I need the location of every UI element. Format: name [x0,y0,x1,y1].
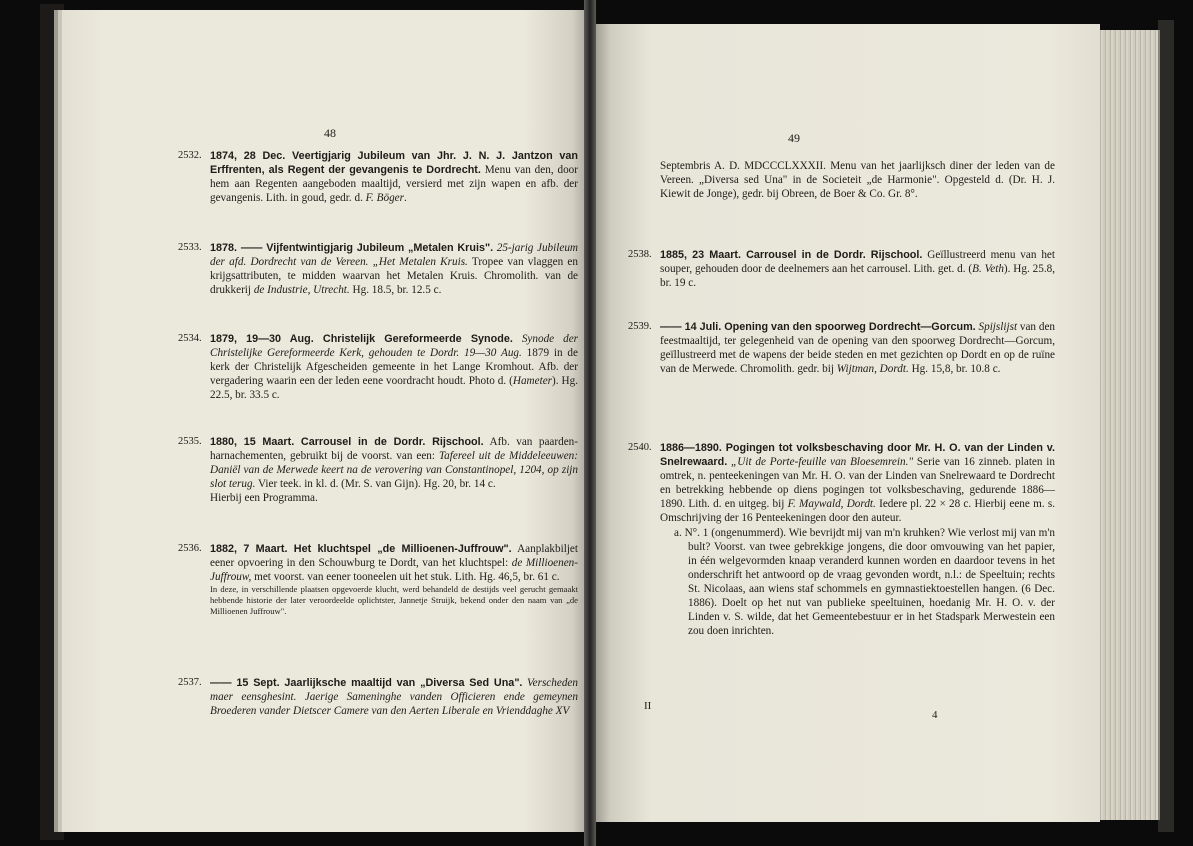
entry-body: Serie van 16 zinneb. platen in omtrek, n. penteekeningen van Mr. H. O. van der Linden van Snelrewaard te Dordrecht en betrekking hebbende op diens pogingen tot volksbeschaving, gedurende 1886—1890. Lith. d. en uitgeg. bij [660,456,1056,511]
book-cover-right [1158,20,1174,832]
entry-body-end: Vier teek. in kl. d. (Mr. S. van Gijn). Hg. 20, br. 14 c. [255,478,496,491]
page-edges [1098,30,1160,820]
entry-body-end: ). Hg. 22.5, br. 33.5 c. [210,375,578,402]
entry-body-end: met voorst. van eener tooneelen uit het stuk. Lith. Hg. 46,5, br. 61 c. [251,571,560,584]
entry-number: 2532. [178,150,202,161]
entry-body-italic-2: de Industrie, Utrecht. [253,284,350,297]
entry-heading: 1879, 19—30 Aug. Christelijk Gereformeerde Synode. [210,333,513,345]
entry-body-italic: Spijslijst [978,321,1018,333]
entry-2535 [178,435,578,505]
entry-body-end: Iedere pl. 22 × 28 c. Hierbij eene m. s. Omschrijving der 16 Penteekeningen door den auteur. [660,498,1056,525]
entry-heading: —— 15 Sept. Jaarlijksche maaltijd van „Diversa Sed Una". [210,677,523,689]
entry-2533 [178,241,578,297]
book-cover-left [40,4,64,840]
entry-body-italic-2: Wijtman, Dordt. [836,363,909,376]
entry-body: Tropee van vlaggen en krijgsattributen, te midden waarvan het Metalen Kruis. Chromolith. van de drukkerij [210,256,578,297]
entry-body-end: Hg. 18.5, br. 12.5 c. [349,284,442,297]
page-number-right: 49 [788,131,800,145]
entry-2536 [178,542,579,617]
entry-heading: 1878. —— Vijfentwintigjarig Jubileum „Metalen Kruis". [210,242,494,254]
entry-body-italic-2: F. Maywald, Dordt. [787,498,876,511]
entry-number: 2534. [178,333,202,344]
entry-number: 2536. [178,543,202,554]
entry-body: Geïllustreerd menu van het souper, gehouden door de deelnemers aan het carrousel. Lith. get. d. ( [660,249,1056,276]
entry-body-italic-2: Hameter [512,375,553,388]
entry-body: Menu van den, door hem aan Regenten aangeboden maaltijd, versierd met zijn wapen en afb. der gevangenis. Lith. in goud, gedr. d. [210,164,578,205]
entry-number: 2540. [628,442,652,453]
right-page [590,24,1100,822]
entry-heading: 1880, 15 Maart. Carrousel in de Dordr. Rijschool. [210,436,484,448]
entry-body-end: ). Hg. 25.8, br. 19 c. [660,263,1056,290]
signature-mark-right: 4 [932,709,938,721]
book-gutter [584,0,596,846]
entry-extra: Hierbij een Programma. [210,492,318,505]
entry-2539 [628,320,1055,376]
entry-heading: 1874, 28 Dec. Veertigjarig Jubileum van Jhr. J. N. J. Jantzon van Erffrenten, als Regent der gevangenis te Dordrecht. [210,150,578,177]
entry-2537-continuation: Septembris A. D. MDCCCLXXXII. Menu van het jaarlijksch diner der leden van de Vereen. „Diversa sed Una" in de Societeit „de Harmonie". Opgesteld d. (Dr. H. J. Kiewit de Jonge), gedr. bij Obreen, de Boer & Co. Gr. 8°. [660,160,1055,201]
entry-body-end: . [404,192,407,205]
entry-body: van den feestmaaltijd, ter gelegenheid van de opening van den spoorweg Dordrecht—Gorcum, geïllustreerd met de wapens der beide steden en met gezichten op Dordt en op de ruïne van de Merwede. Chromolith. gedr. bij [660,321,1055,376]
entry-number: 2539. [628,321,652,332]
entry-body-italic: de Millioenen-Juffrouw, [210,557,579,584]
page-number-left: 48 [324,126,336,140]
entry-number: 2538. [628,249,652,260]
entry-body-italic: Verscheden maer eensghesint. Jaerige Sameninghe vanden Officieren ende gemeynen Broederen vander Dietscer Camere van den Aerten Liberale en Vrienddaghe XV [210,677,578,718]
entry-number: 2535. [178,436,202,447]
entry-heading: 1885, 23 Maart. Carrousel in de Dordr. Rijschool. [660,249,923,261]
entry-body: 1879 in de kerk der Christelijk Afgescheiden gemeente in het Lange Kromhout. Afb. der vergadering waarin een der leden eene voordracht houdt. Photo d. ( [210,347,578,388]
entry-heading: 1886—1890. Pogingen tot volksbeschaving door Mr. H. O. van der Linden v. Snelrewaard. [660,442,1055,469]
entry-2540 [628,441,1056,638]
entry-body: Aanplakbiljet eener opvoering in den Schouwburg te Dordt, van het kluchtspel: [210,543,578,570]
entry-body: Afb. van paarden-harnachementen, gebruikt bij de voorst. van een: [210,436,578,463]
signature-mark-left: II [644,700,652,712]
entry-heading: 1882, 7 Maart. Het kluchtspel „de Millioenen-Juffrouw". [210,543,512,555]
entry-body-italic: „Uit de Porte-feuille van Bloesemrein." [731,456,914,469]
entry-body-end: Hg. 15,8, br. 10.8 c. [908,363,1001,376]
entry-2532 [178,149,578,205]
entry-body-italic: F. Böger [365,192,404,205]
entry-body-italic: Synode der Christelijke Gereformeerde Kerk, gehouden te Dordr. 19—30 Aug. [210,333,579,360]
entry-2534 [178,332,579,402]
entry-2538 [628,248,1056,290]
entry-body-italic: Tafereel uit de Middeleeuwen: Daniël van de Merwede keert na de verovering van Constantinopel, 1204, op zijn slot terug. [210,450,578,491]
entry-number: 2537. [178,677,202,688]
entry-2537 [178,676,578,718]
entry-heading: —— 14 Juli. Opening van den spoorweg Dordrecht—Gorcum. [660,321,976,333]
entry-body-italic: 25-jarig Jubileum der afd. Dordrecht van de Vereen. „Het Metalen Kruis. [210,242,578,269]
entry-body-italic: B. Veth [972,263,1004,276]
entry-number: 2533. [178,242,202,253]
entry-note: In deze, in verschillende plaatsen opgevoerde klucht, werd behandeld de destijds veel gerucht gemaakt hebbende historie der later veroordeelde oplichtster, Jannetje Struijk, bekend onder den naam van „de Millioenen Juffrouw". [210,584,578,617]
entry-sub-item: a. N°. 1 (ongenummerd). Wie bevrijdt mij van m'n kruhken? Wie verlost mij van m'n bult? Voorst. van twee gebrekkige jongens, die door omvouwing van het papier, in één welgevormden knaap veranderd kunnen worden en daardoor tevens in het onderschrift het antwoord op de vraag gevonden wordt, n.l.: de Speeltuin; rechts St. Nicolaas, aan wiens staf schommels en gymnastiektoestellen hangen. (6 Dec. 1886). Doelt op het nut van publieke speeltuinen, hoedanig Mr. H. O. v. der Linden v. S. wilde, dat het Gemeentebestuur er in het Stadspark Merwestein een zou doen inrichten. [674,526,1055,638]
left-page [62,10,588,832]
